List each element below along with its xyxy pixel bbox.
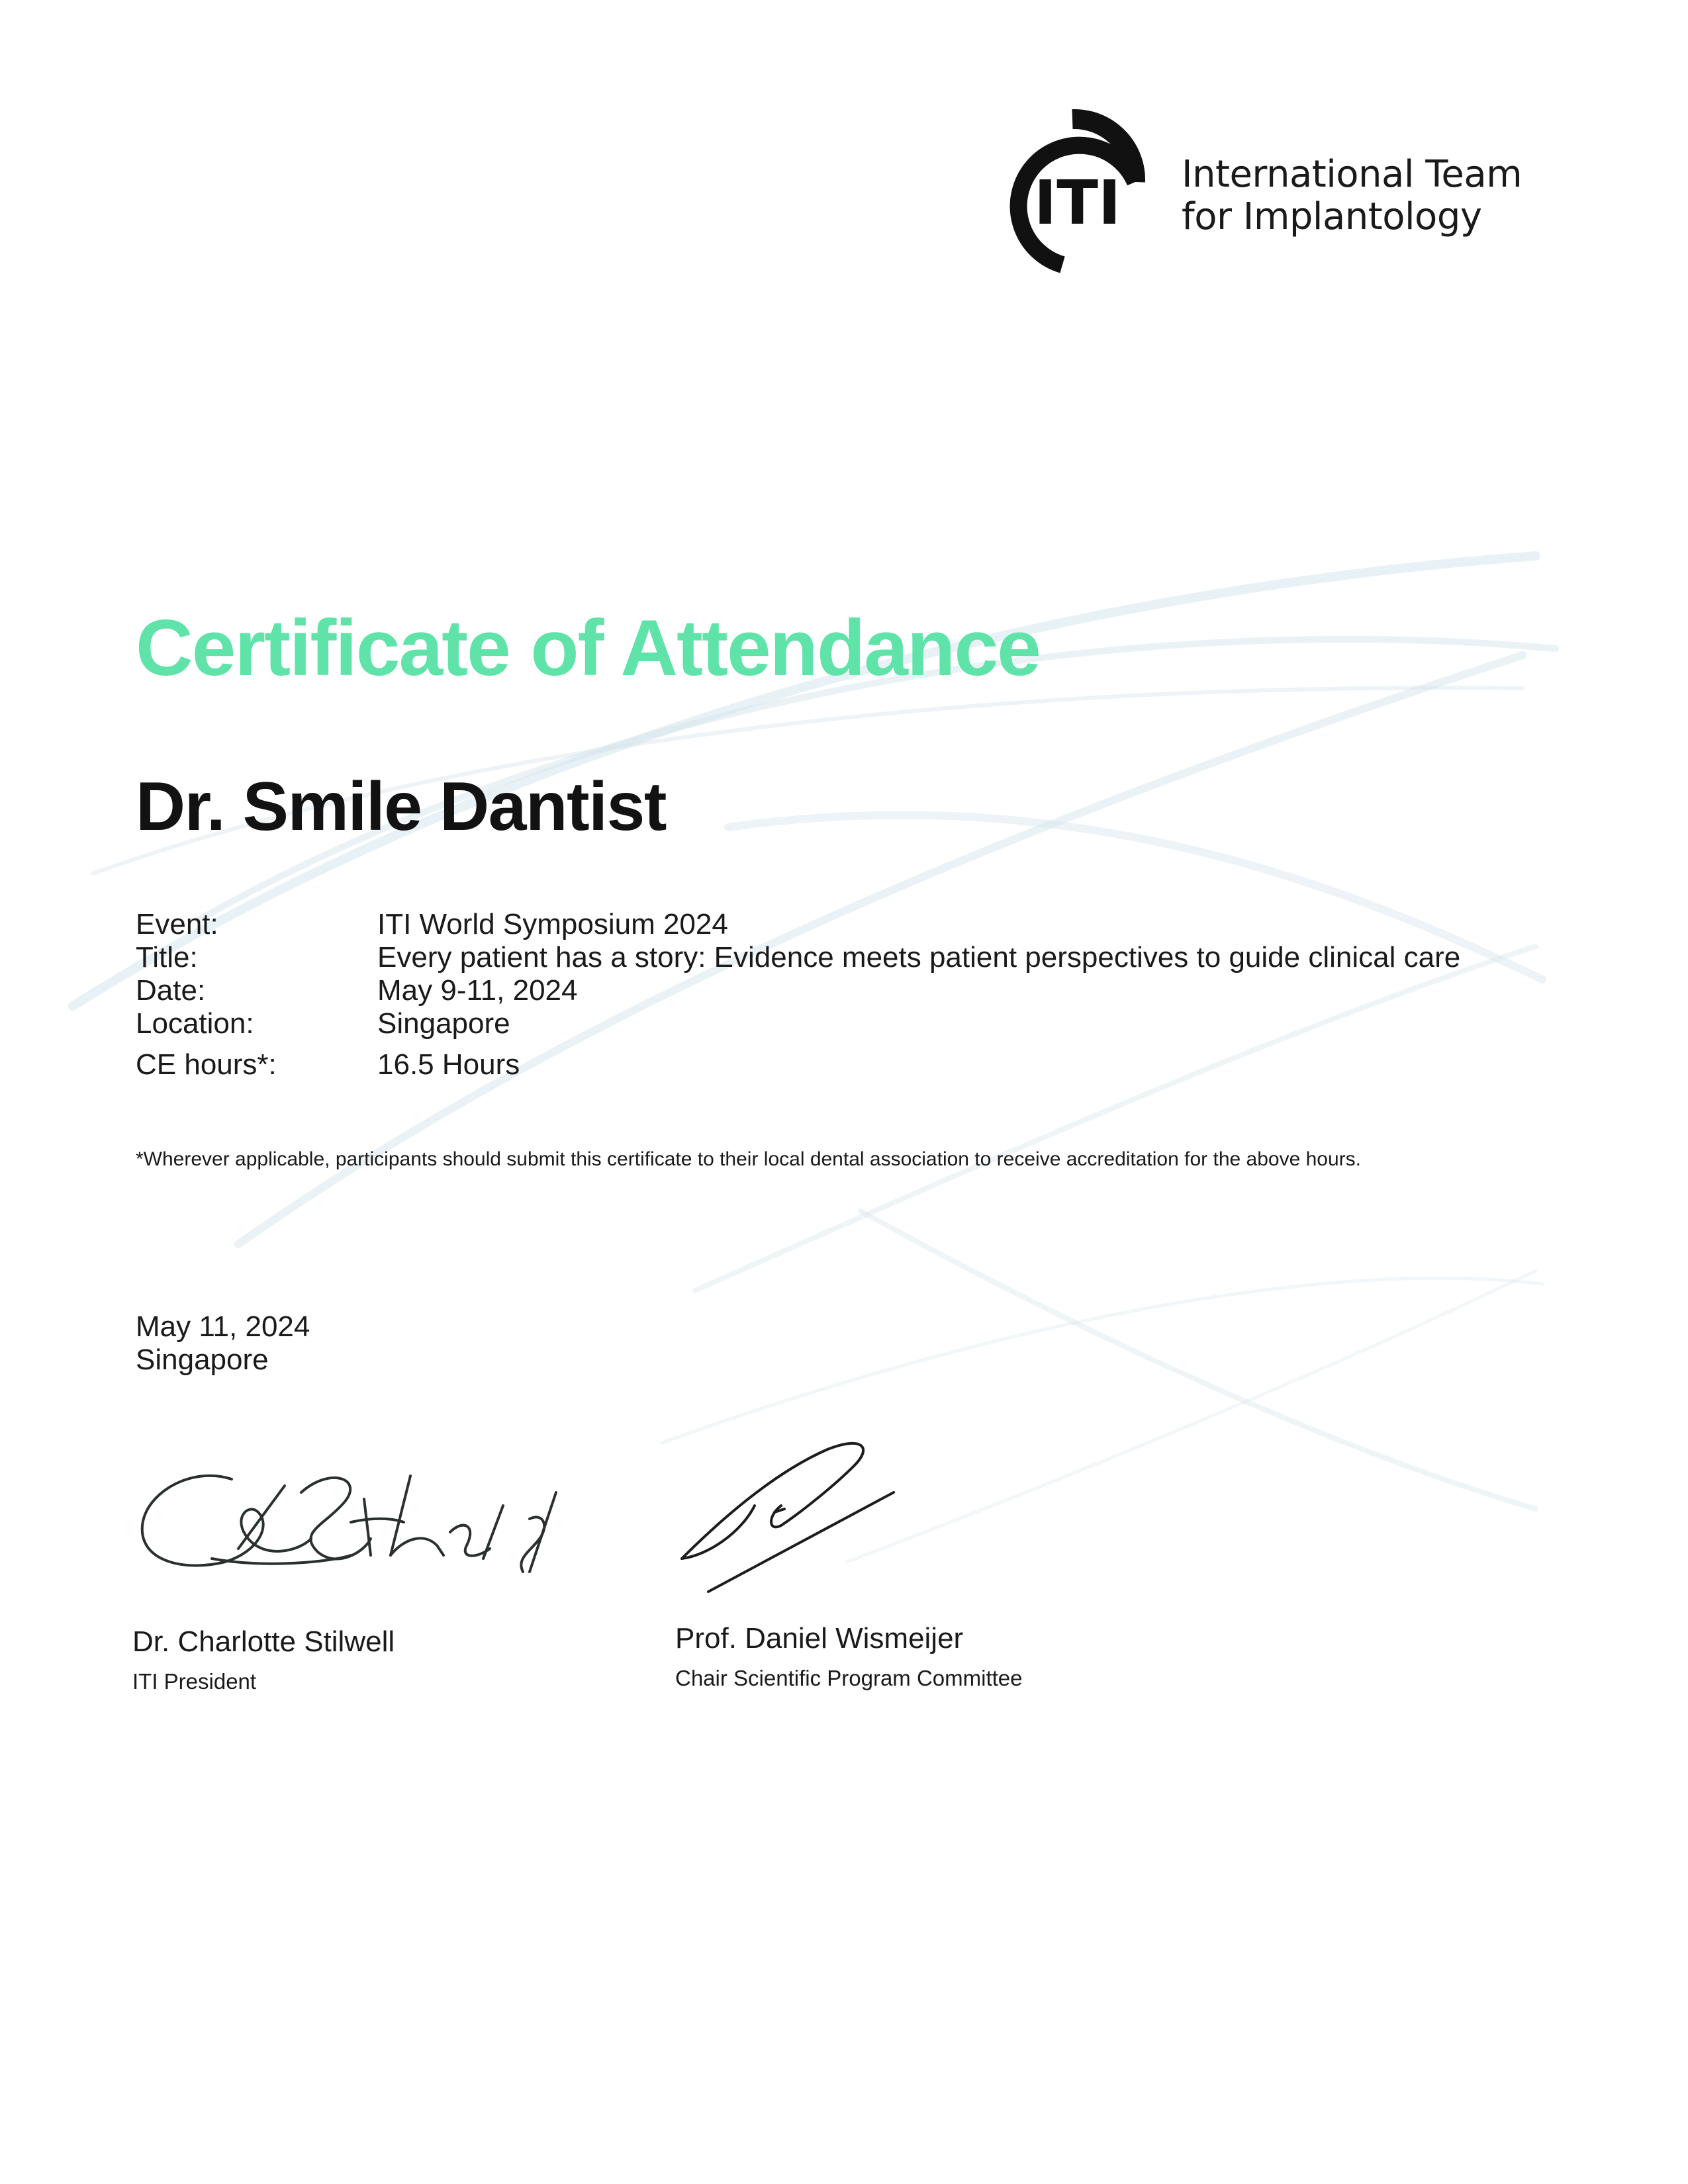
detail-label: Location: [136, 1007, 254, 1040]
certificate-title: Certificate of Attendance [136, 604, 1040, 692]
signatory-name: Prof. Daniel Wismeijer [675, 1622, 964, 1655]
detail-label: CE hours*: [136, 1048, 277, 1081]
logo-mark-text: ITI [1034, 167, 1121, 238]
detail-row-title [136, 941, 1559, 974]
detail-value: Singapore [377, 1007, 510, 1040]
detail-value: Every patient has a story: Evidence meets patient perspectives to guide clinical care [377, 941, 1461, 974]
issue-info [136, 1310, 310, 1377]
detail-value: May 9-11, 2024 [377, 974, 578, 1007]
organization-name-line1: International Team [1182, 153, 1523, 196]
iti-logo-mark [1000, 106, 1172, 278]
organization-name [1182, 154, 1522, 238]
detail-label: Event: [136, 908, 218, 940]
detail-label: Title: [136, 941, 198, 974]
signatory-role: Chair Scientific Program Committee [675, 1666, 1023, 1690]
detail-row-ce-hours [136, 1048, 1559, 1081]
signatory-name: Dr. Charlotte Stilwell [132, 1625, 395, 1658]
issue-date: May 11, 2024 [136, 1310, 310, 1343]
issue-place: Singapore [136, 1343, 269, 1376]
signature-stilwell [132, 1439, 583, 1592]
signatory-president [132, 1625, 395, 1695]
detail-value: ITI World Symposium 2024 [377, 908, 728, 940]
signature-wismeijer [669, 1426, 920, 1605]
detail-row-location [136, 1007, 1559, 1040]
recipient-name: Dr. Smile Dantist [136, 768, 666, 845]
organization-name-line2: for Implantology [1182, 195, 1482, 238]
detail-row-date [136, 974, 1559, 1007]
iti-logo [1000, 106, 1529, 278]
detail-label: Date: [136, 974, 206, 1007]
event-details [136, 908, 1559, 1081]
signatory-role: ITI President [132, 1669, 257, 1694]
detail-row-event [136, 908, 1559, 941]
detail-value: 16.5 Hours [377, 1048, 520, 1081]
accreditation-footnote: *Wherever applicable, participants should submit this certificate to their local dental association to receive accreditation for the above hours. [136, 1148, 1361, 1170]
signatory-committee-chair [675, 1621, 1023, 1692]
